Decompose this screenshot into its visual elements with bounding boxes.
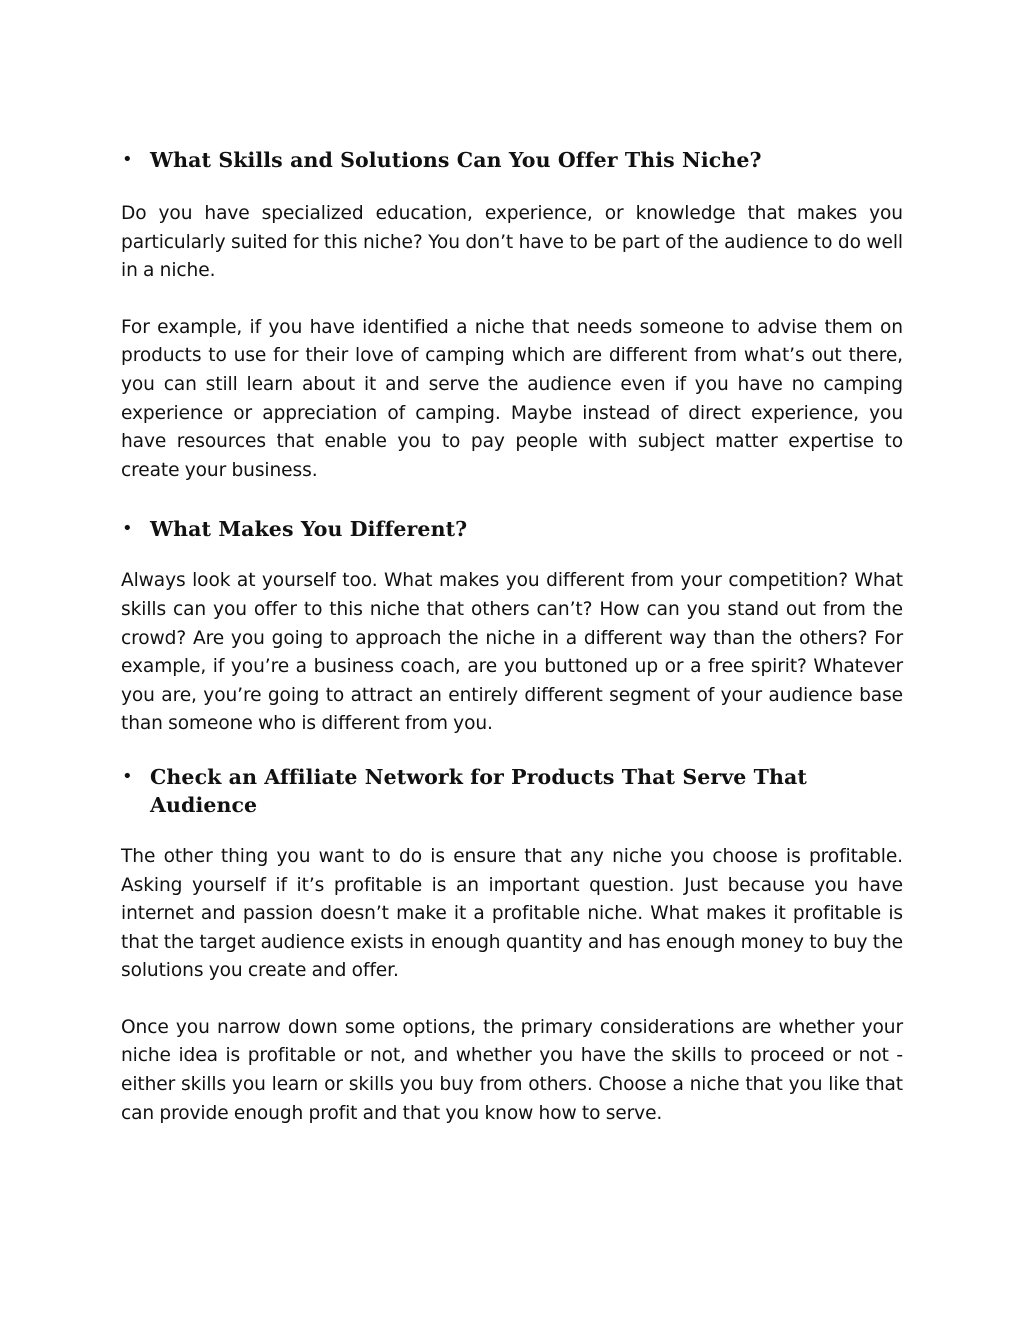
section-heading-text: What Skills and Solutions Can You Offer This Niche? <box>150 148 762 172</box>
section-heading-affiliate <box>121 763 903 819</box>
section-heading-text: Check an Affiliate Network for Products That Serve That Audience <box>150 764 807 817</box>
bullet-icon: • <box>122 149 133 170</box>
paragraph: Always look at yourself too. What makes you different from your competition? What skills can you offer to this niche that others can’t? How can you stand out from the crowd? Are you going to approach the niche in a different way than the others? For example, if you’re a business coach, are you buttoned up or a free spirit? Whatever you are, you’re going to attract an entirely different segment of your audience base than someone who is different from you. <box>121 570 903 735</box>
section-heading-text: What Makes You Different? <box>150 517 468 542</box>
bullet-icon: • <box>122 765 133 787</box>
bullet-icon: • <box>122 518 133 540</box>
document-body <box>121 142 903 1128</box>
paragraph: For example, if you have identified a niche that needs someone to advise them on products to use for their love of camping which are different from what’s out there, you can still learn about it and serve the audience even if you have no camping experience or appreciation of camping. Maybe instead of direct experience, you have resources that enable you to pay people with subject matter expertise to create your business. <box>121 316 903 481</box>
paragraph: The other thing you want to do is ensure that any niche you choose is profitable. Asking yourself if it’s profitable is an important question. Just because you have internet and passion doesn’t make it a profitable niche. What makes it profitable is that the target audience exists in enough quantity and has enough money to buy the solutions you create and offer. <box>121 845 903 982</box>
paragraph: Once you narrow down some options, the primary considerations are whether your niche idea is profitable or not, and whether you have the skills to proceed or not - either skills you learn or skills you buy from others. Choose a niche that you like that can provide enough profit and that you know how to serve. <box>121 1016 903 1124</box>
section-heading-skills <box>121 146 903 174</box>
paragraph: Do you have specialized education, experience, or knowledge that makes you particularly suited for this niche? You don’t have to be part of the audience to do well in a niche. <box>121 203 903 282</box>
section-heading-different <box>121 515 903 543</box>
